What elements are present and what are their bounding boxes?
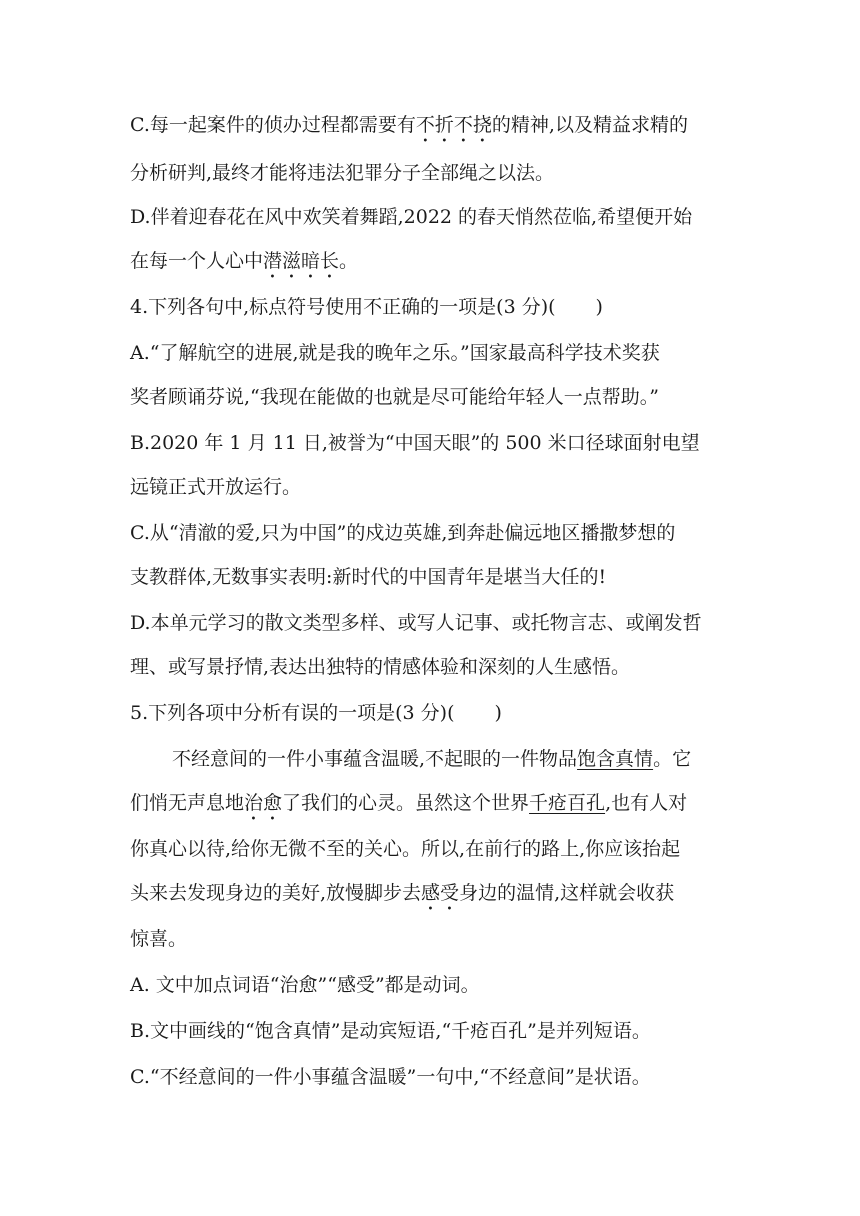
dotted-word: 治愈 <box>244 792 283 814</box>
q5-option-b: B.文中画线的“饱含真情”是动宾短语,“千疮百孔”是并列短语。 <box>130 1020 651 1042</box>
q4-option-c-line2: 支教群体,无数事实表明:新时代的中国青年是堪当大任的! <box>130 566 607 588</box>
q3-option-c-line1 <box>130 112 740 147</box>
q5-passage-line2 <box>130 790 740 825</box>
q4-option-a-line1: A.“了解航空的进展,就是我的晚年之乐。”国家最高科学技术奖获 <box>130 342 660 364</box>
dotted-word: 感受 <box>421 882 460 904</box>
text: 在每一个人心中 <box>130 250 264 272</box>
text: ) <box>494 702 502 724</box>
q5-stem <box>130 700 740 726</box>
q4-option-d-line2: 理、或写景抒情,表达出独特的情感体验和深刻的人生感悟。 <box>130 656 631 678</box>
q3-option-d-line1: D.伴着迎春花在风中欢笑着舞蹈,2022 的春天悄然莅临,希望便开始 <box>130 206 693 228</box>
text: C.每一起案件的侦办过程都需要有 <box>130 114 416 136</box>
text: 不经意间的一件小事蕴含温暖,不起眼的一件物品 <box>172 748 578 770</box>
q5-option-c: C.“不经意间的一件小事蕴含温暖”一句中,“不经意间”是状语。 <box>130 1066 651 1088</box>
q4-option-a-line2: 奖者顾诵芬说,“我现在能做的也就是尽可能给年轻人一点帮助。” <box>130 386 659 408</box>
q5-option-a: A. 文中加点词语“治愈”“感受”都是动词。 <box>130 974 480 996</box>
underlined-phrase: 千疮百孔 <box>529 792 606 814</box>
dotted-word: 不折不挠 <box>415 114 492 136</box>
dotted-word: 潜滋暗长 <box>263 250 340 272</box>
text: ) <box>595 296 603 318</box>
q4-option-c-line1: C.从“清澈的爱,只为中国”的戍边英雄,到奔赴偏远地区播撒梦想的 <box>130 522 676 544</box>
q5-passage-line5: 惊喜。 <box>130 928 188 950</box>
q5-passage-line3: 你真心以待,给你无微不至的关心。所以,在前行的路上,你应该抬起 <box>130 838 681 860</box>
q4-option-b-line1: B.2020 年 1 月 11 日,被誉为“中国天眼”的 500 米口径球面射电望 <box>130 432 700 454</box>
text: 。 <box>339 250 359 272</box>
underlined-phrase: 饱含真情 <box>577 748 654 770</box>
q4-option-b-line2: 远镜正式开放运行。 <box>130 476 302 498</box>
q3-option-c-line2: 分析研判,最终才能将违法犯罪分子全部绳之以法。 <box>130 162 555 184</box>
text: ,也有人对 <box>605 792 688 814</box>
text: 的精神,以及精益求精的 <box>491 114 688 136</box>
text: 了我们的心灵。虽然这个世界 <box>282 792 530 814</box>
q4-stem <box>130 294 740 320</box>
text: 头来去发现身边的美好,放慢脚步去 <box>130 882 422 904</box>
q5-passage-line4 <box>130 880 740 915</box>
q5-passage-line1 <box>172 746 742 772</box>
text: 4.下列各句中,标点符号使用不正确的一项是(3 分)( <box>130 296 556 318</box>
q4-option-d-line1: D.本单元学习的散文类型多样、或写人记事、或托物言志、或阐发哲 <box>130 612 702 634</box>
text: 们悄无声息地 <box>130 792 245 814</box>
text: 。它 <box>653 748 692 770</box>
q3-option-d-line2 <box>130 248 740 283</box>
text: 5.下列各项中分析有误的一项是(3 分)( <box>130 702 455 724</box>
text: 身边的温情,这样就会收获 <box>459 882 675 904</box>
